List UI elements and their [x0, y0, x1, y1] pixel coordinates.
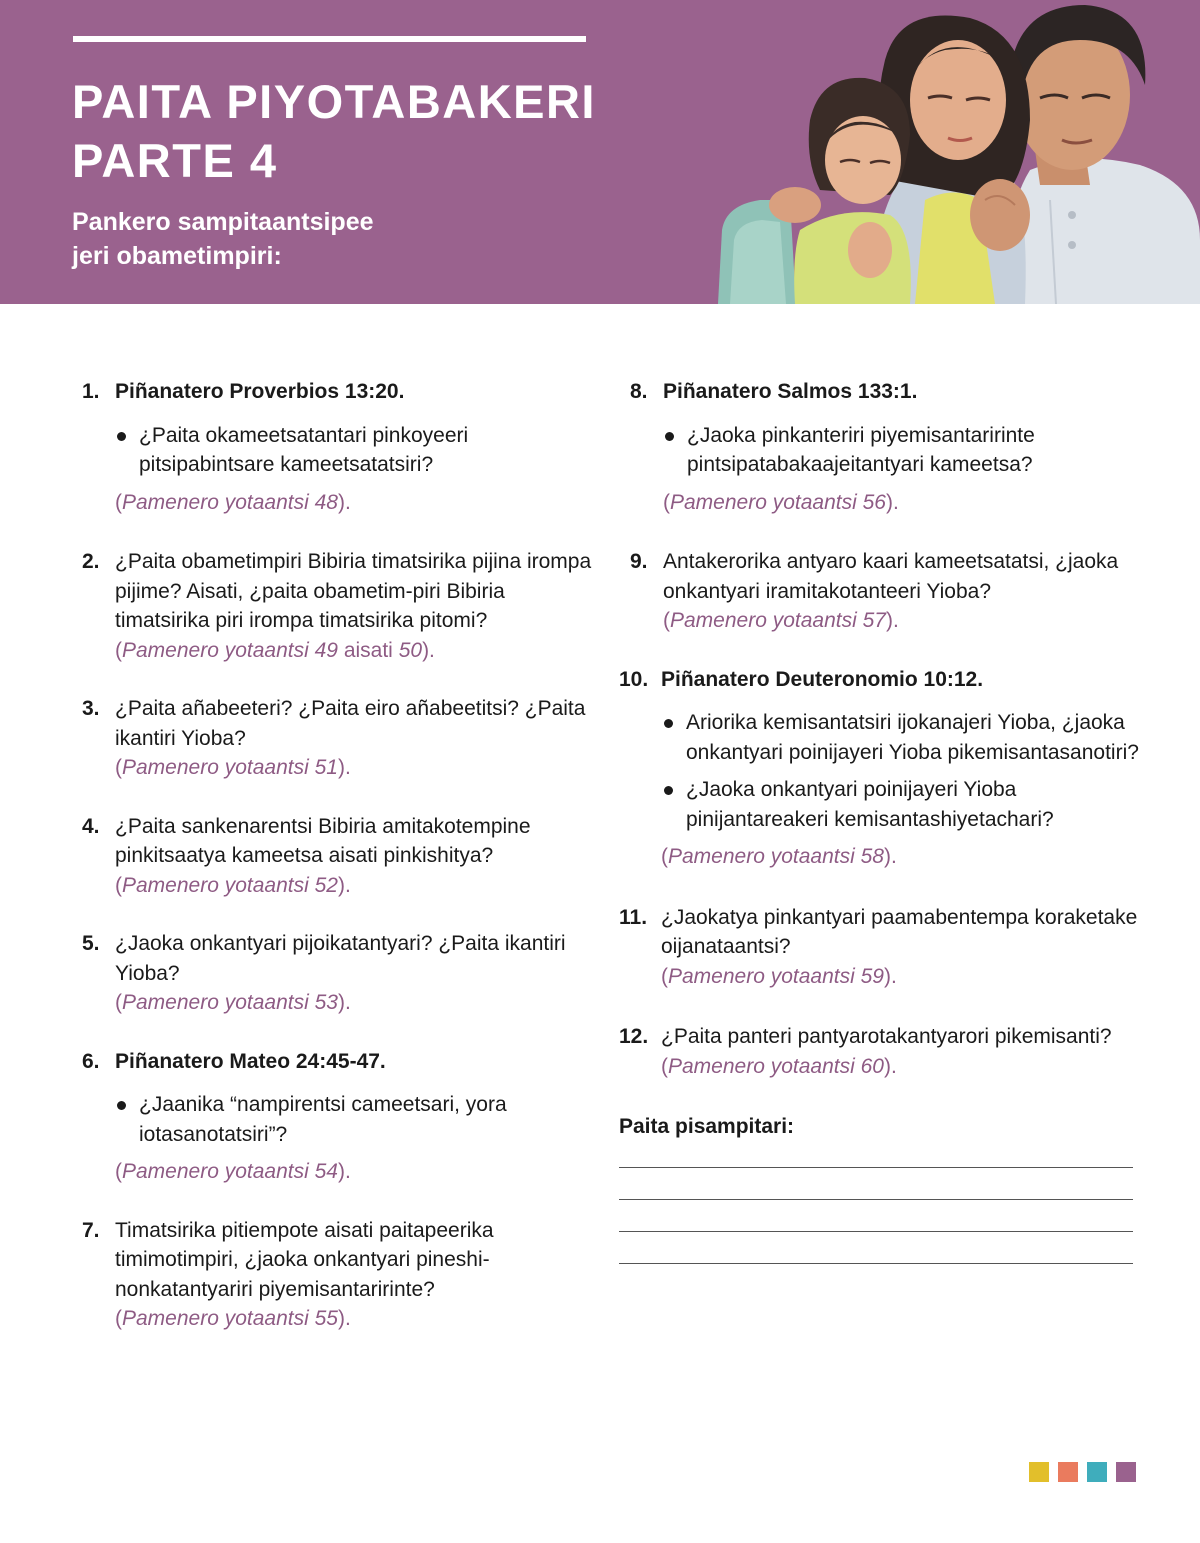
- question-4: [82, 812, 602, 901]
- bullet-item: Ariorika kemisantatsiri ijokanajeri Yioba, ¿jaoka onkantyari poinijayeri Yioba pikemisantasanotiri?: [686, 708, 1139, 767]
- question-number: 10.: [619, 667, 649, 691]
- ref-lead: Pamenero yotaantsi: [122, 991, 309, 1014]
- answer-line-2[interactable]: [619, 1199, 1133, 1200]
- reference: (Pamenero yotaantsi 48).: [115, 490, 351, 514]
- ref-number: 54: [314, 1160, 338, 1183]
- bullet-item: ¿Jaoka onkantyari poinijayeri Yioba pinijantareakeri kemisantashiyetachari?: [686, 775, 1139, 834]
- question-number: 4.: [82, 814, 100, 838]
- ref-lead: Pamenero yotaantsi: [668, 845, 855, 868]
- question-number: 7.: [82, 1218, 100, 1242]
- title-line-2: PARTE 4: [72, 134, 278, 187]
- questions-right-column: [619, 377, 1139, 1264]
- question-9: [630, 547, 1139, 636]
- question-number: 6.: [82, 1049, 100, 1073]
- questions-left-column: [82, 377, 602, 1334]
- question-12: [619, 1022, 1139, 1081]
- ref-and: aisati: [343, 638, 393, 662]
- ref-lead: Pamenero yotaantsi: [122, 873, 309, 897]
- question-text: Piñanatero Deuteronomio 10:12.: [661, 667, 984, 691]
- ref-number: 52: [314, 873, 338, 897]
- question-number: 3.: [82, 697, 100, 720]
- question-number: 11.: [619, 905, 648, 929]
- question-5: [82, 929, 602, 1018]
- question-text: ¿Paita obametimpiri Bibiria timatsirika pijina irompa pijime? Aisati, ¿paita obametim-piri Bibiria timatsirika piri irompa timatsirika pitomi?: [115, 550, 592, 632]
- question-number: 8.: [630, 380, 648, 403]
- reference: (Pamenero yotaantsi 51).: [115, 756, 351, 779]
- answer-line-1[interactable]: [619, 1167, 1133, 1168]
- question-bullets: [139, 1090, 602, 1149]
- question-number: 9.: [630, 550, 648, 573]
- ref-number: 57: [862, 609, 886, 632]
- ref-lead: Pamenero yotaantsi: [122, 638, 309, 662]
- question-number: 1.: [82, 380, 100, 403]
- reference: (Pamenero yotaantsi 54).: [115, 1160, 351, 1183]
- bullet-item: ¿Jaanika “nampirentsi cameetsari, yora iotasanotatsiri”?: [139, 1090, 602, 1149]
- question-7: [82, 1216, 602, 1334]
- subtitle-line-1: Pankero sampitaantsipee: [72, 208, 374, 236]
- question-text: ¿Jaokatya pinkantyari paamabentempa koraketake oijanataantsi?: [661, 905, 1138, 958]
- ref-number: 49: [314, 638, 338, 662]
- reference: (Pamenero yotaantsi 57).: [663, 609, 899, 632]
- question-text: ¿Paita panteri pantyarotakantyarori pikemisanti?: [661, 1025, 1112, 1048]
- question-number: 5.: [82, 932, 100, 955]
- reference: (Pamenero yotaantsi 56).: [663, 490, 899, 514]
- question-text: Antakerorika antyaro kaari kameetsatatsi, ¿jaoka onkantyari iramitakotanteeri Yioba?: [663, 550, 1119, 603]
- reference: (Pamenero yotaantsi 49 aisati 50).: [115, 638, 435, 662]
- question-text: Piñanatero Proverbios 13:20.: [115, 380, 405, 403]
- question-bullets: [686, 708, 1139, 834]
- answer-line-3[interactable]: [619, 1231, 1133, 1232]
- question-10: [619, 665, 1139, 872]
- question-text: ¿Paita sankenarentsi Bibiria amitakotempine pinkitsaatya kameetsa aisati pinkishitya?: [115, 814, 531, 867]
- question-number: 2.: [82, 550, 100, 573]
- teal-square: [1087, 1462, 1107, 1482]
- subtitle-line-2: jeri obametimpiri:: [72, 242, 282, 270]
- bullet-item: ¿Paita okameetsatantari pinkoyeeri pitsipabintsare kameetsatatsiri?: [139, 421, 602, 480]
- ref-number: 60: [860, 1054, 884, 1078]
- ref-number: 58: [860, 845, 884, 868]
- answer-section: [619, 1112, 1139, 1264]
- question-number: 12.: [619, 1025, 649, 1048]
- question-text: ¿Jaoka onkantyari pijoikatantyari? ¿Paita ikantiri Yioba?: [115, 932, 566, 985]
- ref-lead: Pamenero yotaantsi: [122, 1307, 309, 1330]
- reference: (Pamenero yotaantsi 55).: [115, 1307, 351, 1330]
- question-2: [82, 547, 602, 665]
- bullet-item: ¿Jaoka pinkanteriri piyemisantaririnte pintsipatabakaajeitantyari kameetsa?: [687, 421, 1139, 480]
- question-bullets: [139, 421, 602, 480]
- question-3: [82, 694, 602, 783]
- reference: (Pamenero yotaantsi 52).: [115, 873, 351, 897]
- page-title: [72, 72, 596, 190]
- question-11: [619, 903, 1139, 992]
- question-1: [82, 377, 602, 517]
- reference: (Pamenero yotaantsi 60).: [661, 1054, 897, 1078]
- ref-lead: Pamenero yotaantsi: [122, 756, 309, 779]
- ref-lead: Pamenero yotaantsi: [122, 490, 309, 514]
- ref-number: 53: [314, 991, 338, 1014]
- yellow-square: [1029, 1462, 1049, 1482]
- ref-number: 50: [398, 638, 423, 662]
- ref-number: 55: [314, 1307, 338, 1330]
- ref-lead: Pamenero yotaantsi: [122, 1160, 309, 1183]
- reference: (Pamenero yotaantsi 53).: [115, 991, 351, 1014]
- ref-lead: Pamenero yotaantsi: [670, 490, 857, 514]
- question-bullets: [687, 421, 1139, 480]
- ref-number: 51: [314, 756, 338, 779]
- header-rule: [73, 36, 586, 42]
- answer-label: Paita pisampitari:: [619, 1115, 795, 1138]
- reference: (Pamenero yotaantsi 59).: [661, 964, 897, 988]
- page-subtitle: [72, 205, 432, 273]
- title-line-1: PAITA PIYOTABAKERI: [72, 75, 596, 128]
- ref-lead: Pamenero yotaantsi: [668, 964, 855, 988]
- answer-line-4[interactable]: [619, 1263, 1133, 1264]
- color-squares: [1029, 1462, 1136, 1482]
- ref-number: 48: [314, 490, 338, 514]
- question-text: ¿Paita añabeeteri? ¿Paita eiro añabeetitsi? ¿Paita ikantiri Yioba?: [115, 697, 586, 750]
- question-6: [82, 1047, 602, 1187]
- question-8: [630, 377, 1139, 517]
- reference: (Pamenero yotaantsi 58).: [661, 845, 897, 868]
- family-praying-illustration: [700, 0, 1200, 304]
- purple-square: [1116, 1462, 1136, 1482]
- header-banner: [0, 0, 1200, 304]
- ref-number: 59: [860, 964, 884, 988]
- question-text: Timatsirika pitiempote aisati paitapeerika timimotimpiri, ¿jaoka onkantyari pineshi-nonkatantyariri piyemisantaririnte?: [115, 1218, 494, 1301]
- ref-number: 56: [862, 490, 886, 514]
- question-text: Piñanatero Salmos 133:1.: [663, 380, 918, 403]
- question-text: Piñanatero Mateo 24:45-47.: [115, 1049, 386, 1073]
- ref-lead: Pamenero yotaantsi: [670, 609, 857, 632]
- orange-square: [1058, 1462, 1078, 1482]
- ref-lead: Pamenero yotaantsi: [668, 1054, 855, 1078]
